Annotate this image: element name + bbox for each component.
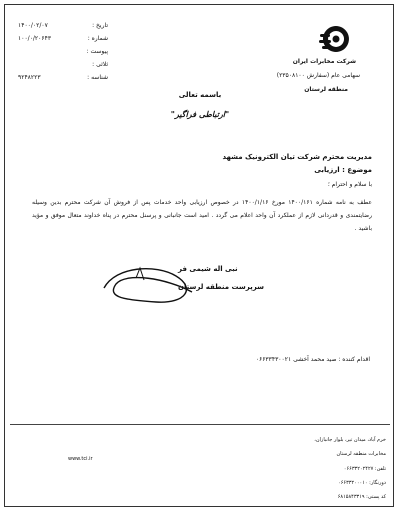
recipient: مدیریت محترم شرکت تیان الکترونیک مشهد xyxy=(222,153,372,161)
slogan: "ارتباطی فراگیر" xyxy=(170,110,230,119)
footer-phone: تلفن: ۰۶۶۳۳۲۰۲۴۲۷ xyxy=(343,466,386,472)
footer-divider xyxy=(10,424,390,425)
meta-category xyxy=(18,61,108,68)
meta-id xyxy=(18,74,108,81)
meta-date xyxy=(18,22,108,29)
meta-date-value: ۱۴۰۰/۰۲/۰۷ xyxy=(18,22,48,29)
greeting: با سلام و احترام ؛ xyxy=(327,181,372,188)
meta-number-label: شماره : xyxy=(87,35,108,42)
company-region: منطقه لرستان xyxy=(304,86,348,93)
company-registration: سهامی عام (سفارش ۲۳۵۰۸۱۰۰) xyxy=(276,72,360,79)
meta-id-value: ۹۲۴۸۲۲۳ xyxy=(18,74,41,81)
meta-attachment-label: پیوست : xyxy=(86,48,108,55)
signatory-title: سرپرست منطقه لرستان xyxy=(178,283,265,291)
meta-id-label: شناسه : xyxy=(87,74,108,81)
letter-meta xyxy=(18,22,108,87)
signatory-name: نبی اله شیمی فر xyxy=(178,265,238,273)
footer-fax: دورنگار: ۰۶۶۳۳۲۰۰۰۱۰ xyxy=(338,480,386,486)
subject: موضوع : ارزیابی xyxy=(314,166,372,174)
prepared-by: اقدام کننده : صید محمد آخشی ۰۶۶۳۳۴۳۰۰۲۱ xyxy=(255,356,370,363)
meta-category-label: ثلاثی : xyxy=(92,61,108,68)
company-name: شرکت مخابرات ایران xyxy=(292,58,356,65)
tci-logo-icon xyxy=(316,22,356,56)
footer-postal-code: کد پستی: ۶۸۱۵۸۴۳۳۱۹ xyxy=(337,494,386,500)
meta-attachment xyxy=(18,48,108,55)
meta-number-value: ۱۰۰/۰/۲۰۶۴۳ xyxy=(18,35,52,42)
footer-address: خرم آباد، میدان تیر، بلوار جانبازان، xyxy=(314,437,386,443)
footer-website-link[interactable]: www.tci.ir xyxy=(68,456,93,462)
bismillah-heading: باسمه تعالی xyxy=(178,91,222,99)
meta-date-label: تاریخ : xyxy=(92,22,108,29)
footer-department: مخابرات منطقه لرستان xyxy=(336,451,386,457)
letter-body: عطف به نامه شماره ۱۴۰۰/۱۶۱ مورخ ۱۴۰۰/۱/۱۶ در خصوص ارزیابی واحد خدمات پس از فروش آن شرکت محترم بدین وسیله رضایتمندی و قدردانی لازم از عملکرد آن واحد اعلام می گردد . امید است جانبانی و پرسنل محترم در پناه خداوند متعال موفق و مؤید باشید . xyxy=(32,199,372,232)
meta-number xyxy=(18,35,108,42)
